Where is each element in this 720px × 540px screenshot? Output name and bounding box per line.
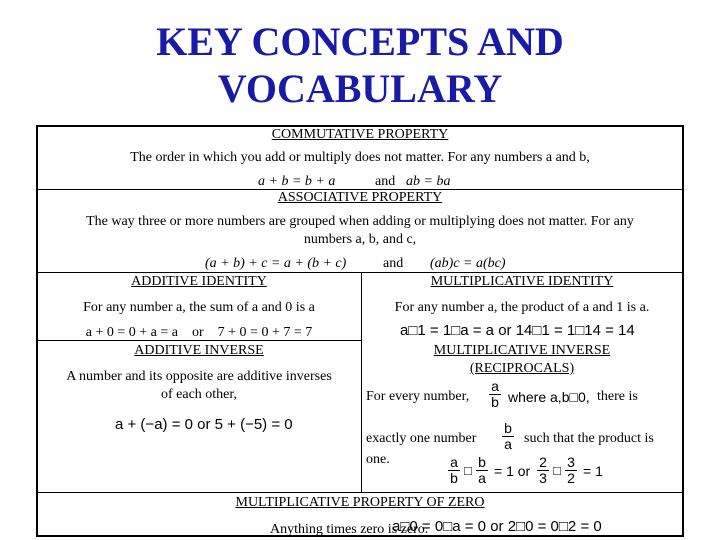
title-line-1: KEY CONCEPTS AND (156, 19, 564, 64)
fraction-denominator: b (491, 394, 499, 410)
example-fraction-2-over-3 (537, 455, 549, 486)
additive-inverse-heading: ADDITIVE INVERSE (134, 343, 264, 358)
multiplicative-inverse-one: one. (366, 452, 390, 467)
page-title (0, 18, 720, 112)
row-divider (37, 492, 683, 493)
fraction-numerator: a (491, 378, 499, 394)
fraction-numerator: 3 (567, 454, 575, 470)
commutative-heading: COMMUTATIVE PROPERTY (271, 127, 449, 142)
example-fraction-3-over-2 (565, 455, 577, 486)
additive-identity-description: For any number a, the sum of a and 0 is a (83, 300, 315, 315)
multiplicative-inverse-such-that: such that the product is (524, 431, 654, 446)
commutative-equation-multiply: ab = ba (406, 174, 451, 189)
multiplicative-inverse-condition: where a,b□0, (508, 389, 590, 405)
additive-inverse-example: a + (−a) = 0 or 5 + (−5) = 0 (115, 416, 293, 433)
fraction-denominator: b (450, 470, 458, 486)
fraction-denominator: a (478, 470, 486, 486)
multiplicative-inverse-heading: MULTIPLICATIVE INVERSE (433, 343, 611, 358)
title-line-2: VOCABULARY (217, 66, 503, 111)
additive-inverse-description-line-2: of each other, (160, 387, 237, 402)
example-fraction-a-over-b (448, 455, 460, 486)
fraction-a-over-b (489, 379, 501, 410)
additive-identity-example: a + 0 = 0 + a = a or 7 + 0 = 0 + 7 = 7 (85, 325, 313, 340)
zero-property-description: Anything times zero is zero. (270, 522, 429, 537)
fraction-numerator: b (504, 420, 512, 436)
additive-identity-heading: ADDITIVE IDENTITY (131, 274, 267, 289)
multiplicative-identity-description: For any number a, the product of a and 1 is a. (394, 300, 650, 315)
multiplicative-inverse-every: For every number, (366, 389, 470, 404)
fraction-numerator: a (450, 454, 458, 470)
associative-and: and (383, 256, 404, 271)
multiplicative-inverse-subheading: (RECIPROCALS) (469, 361, 575, 376)
associative-heading: ASSOCIATIVE PROPERTY (277, 190, 443, 205)
example-equals-one: = 1 (583, 463, 603, 479)
example-fraction-b-over-a (476, 455, 488, 486)
associative-description-line-1: The way three or more numbers are grouped when adding or multiplying does not matter. For any (86, 214, 634, 229)
commutative-and: and (375, 174, 396, 189)
multiplicative-identity-heading: MULTIPLICATIVE IDENTITY (430, 274, 614, 289)
fraction-b-over-a (502, 421, 514, 452)
example-equals-one-or: = 1 or (494, 463, 531, 479)
associative-description-line-2: numbers a, b, and c, (303, 232, 417, 247)
commutative-description: The order in which you add or multiply does not matter. For any numbers a and b, (130, 150, 590, 165)
commutative-equation-add: a + b = b + a (258, 174, 336, 189)
fraction-denominator: 3 (539, 470, 547, 486)
example-multiply-sign: □ (553, 463, 561, 478)
multiplicative-inverse-exactly: exactly one number (366, 431, 477, 446)
fraction-numerator: 2 (539, 454, 547, 470)
multiplicative-identity-example: a□1 = 1□a = a or 14□1 = 1□14 = 14 (400, 322, 635, 339)
fraction-denominator: a (504, 436, 512, 452)
associative-equation-multiply: (ab)c = a(bc) (430, 256, 506, 271)
multiplicative-inverse-there-is: there is (597, 389, 638, 404)
zero-property-heading: MULTIPLICATIVE PROPERTY OF ZERO (235, 495, 485, 510)
associative-equation-add: (a + b) + c = a + (b + c) (205, 256, 347, 271)
fraction-denominator: 2 (567, 470, 575, 486)
example-multiply-sign: □ (464, 463, 472, 478)
additive-inverse-description-line-1: A number and its opposite are additive inverses (66, 369, 332, 384)
zero-property-example: a□0 = 0□a = 0 or 2□0 = 0□2 = 0 (392, 518, 602, 535)
fraction-numerator: b (478, 454, 486, 470)
